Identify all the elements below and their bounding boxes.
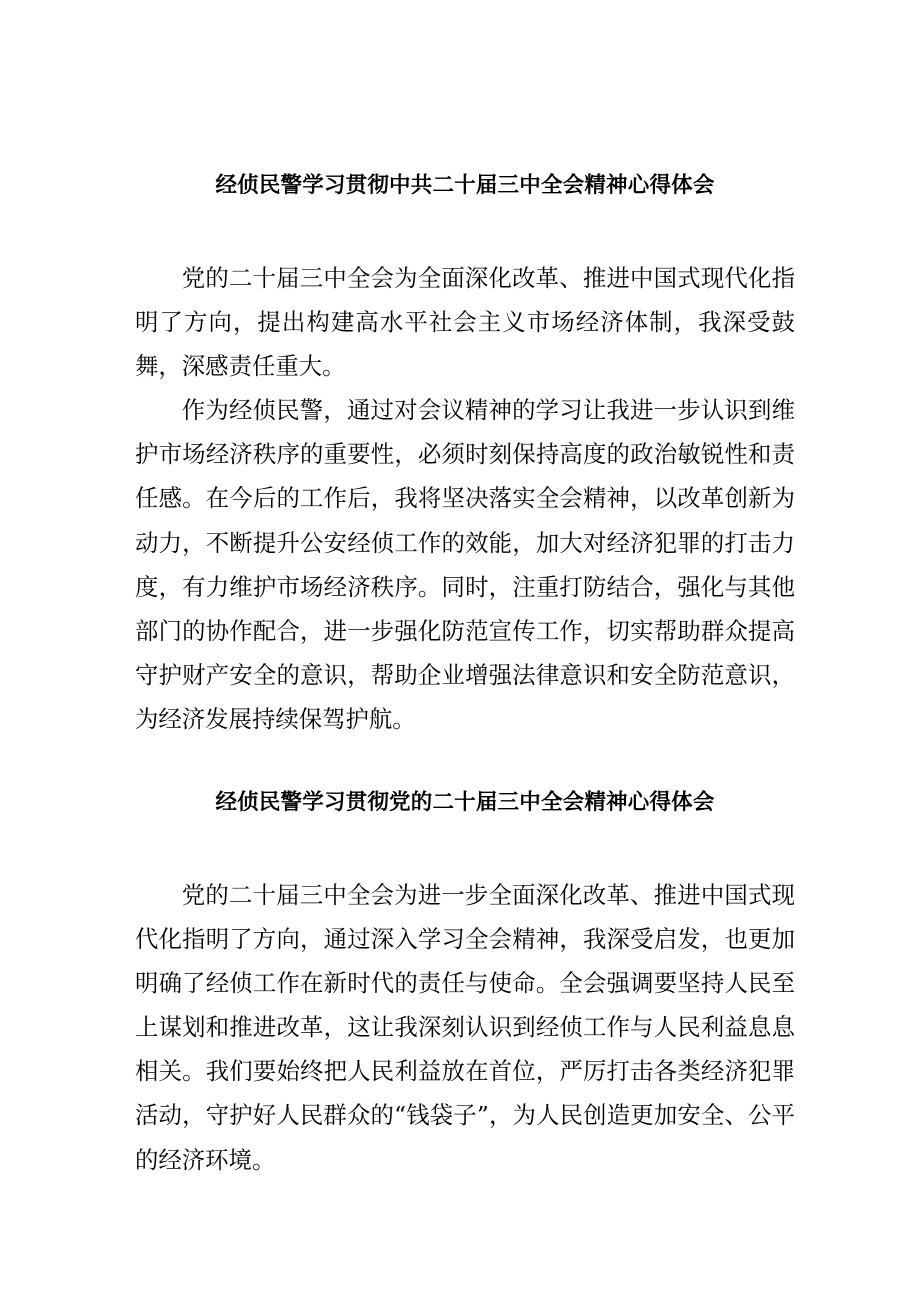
- paragraph: 党的二十届三中全会为进一步全面深化改革、推进中国式现代化指明了方向，通过深入学习全会精神，我深受启发，也更加明确了经侦工作在新时代的责任与使命。全会强调要坚持人民至上谋划和推进改革，这让我深刻认识到经侦工作与人民利益息息相关。我们要始终把人民利益放在首位，严厉打击各类经济犯罪活动，守护好人民群众的“钱袋子”，为人民创造更加安全、公平的经济环境。: [135, 881, 795, 1174]
- paragraph: 党的二十届三中全会为全面深化改革、推进中国式现代化指明了方向，提出构建高水平社会主义市场经济体制，我深受鼓舞，深感责任重大。: [135, 264, 795, 381]
- article-title: 经侦民警学习贯彻中共二十届三中全会精神心得体会: [215, 173, 715, 198]
- article-body: [135, 873, 795, 1182]
- article-body: [135, 256, 795, 741]
- paragraph: 作为经侦民警，通过对会议精神的学习让我进一步认识到维护市场经济秩序的重要性，必须时刻保持高度的政治敏锐性和责任感。在今后的工作后，我将坚决落实全会精神，以改革创新为动力，不断提升公安经侦工作的效能，加大对经济犯罪的打击力度，有力维护市场经济秩序。同时，注重打防结合，强化与其他部门的协作配合，进一步强化防范宣传工作，切实帮助群众提高守护财产安全的意识，帮助企业增强法律意识和安全防范意识，为经济发展持续保驾护航。: [135, 396, 795, 733]
- article-2: [135, 785, 795, 1182]
- article-title: 经侦民警学习贯彻党的二十届三中全会精神心得体会: [215, 790, 715, 815]
- article-1: [135, 168, 795, 741]
